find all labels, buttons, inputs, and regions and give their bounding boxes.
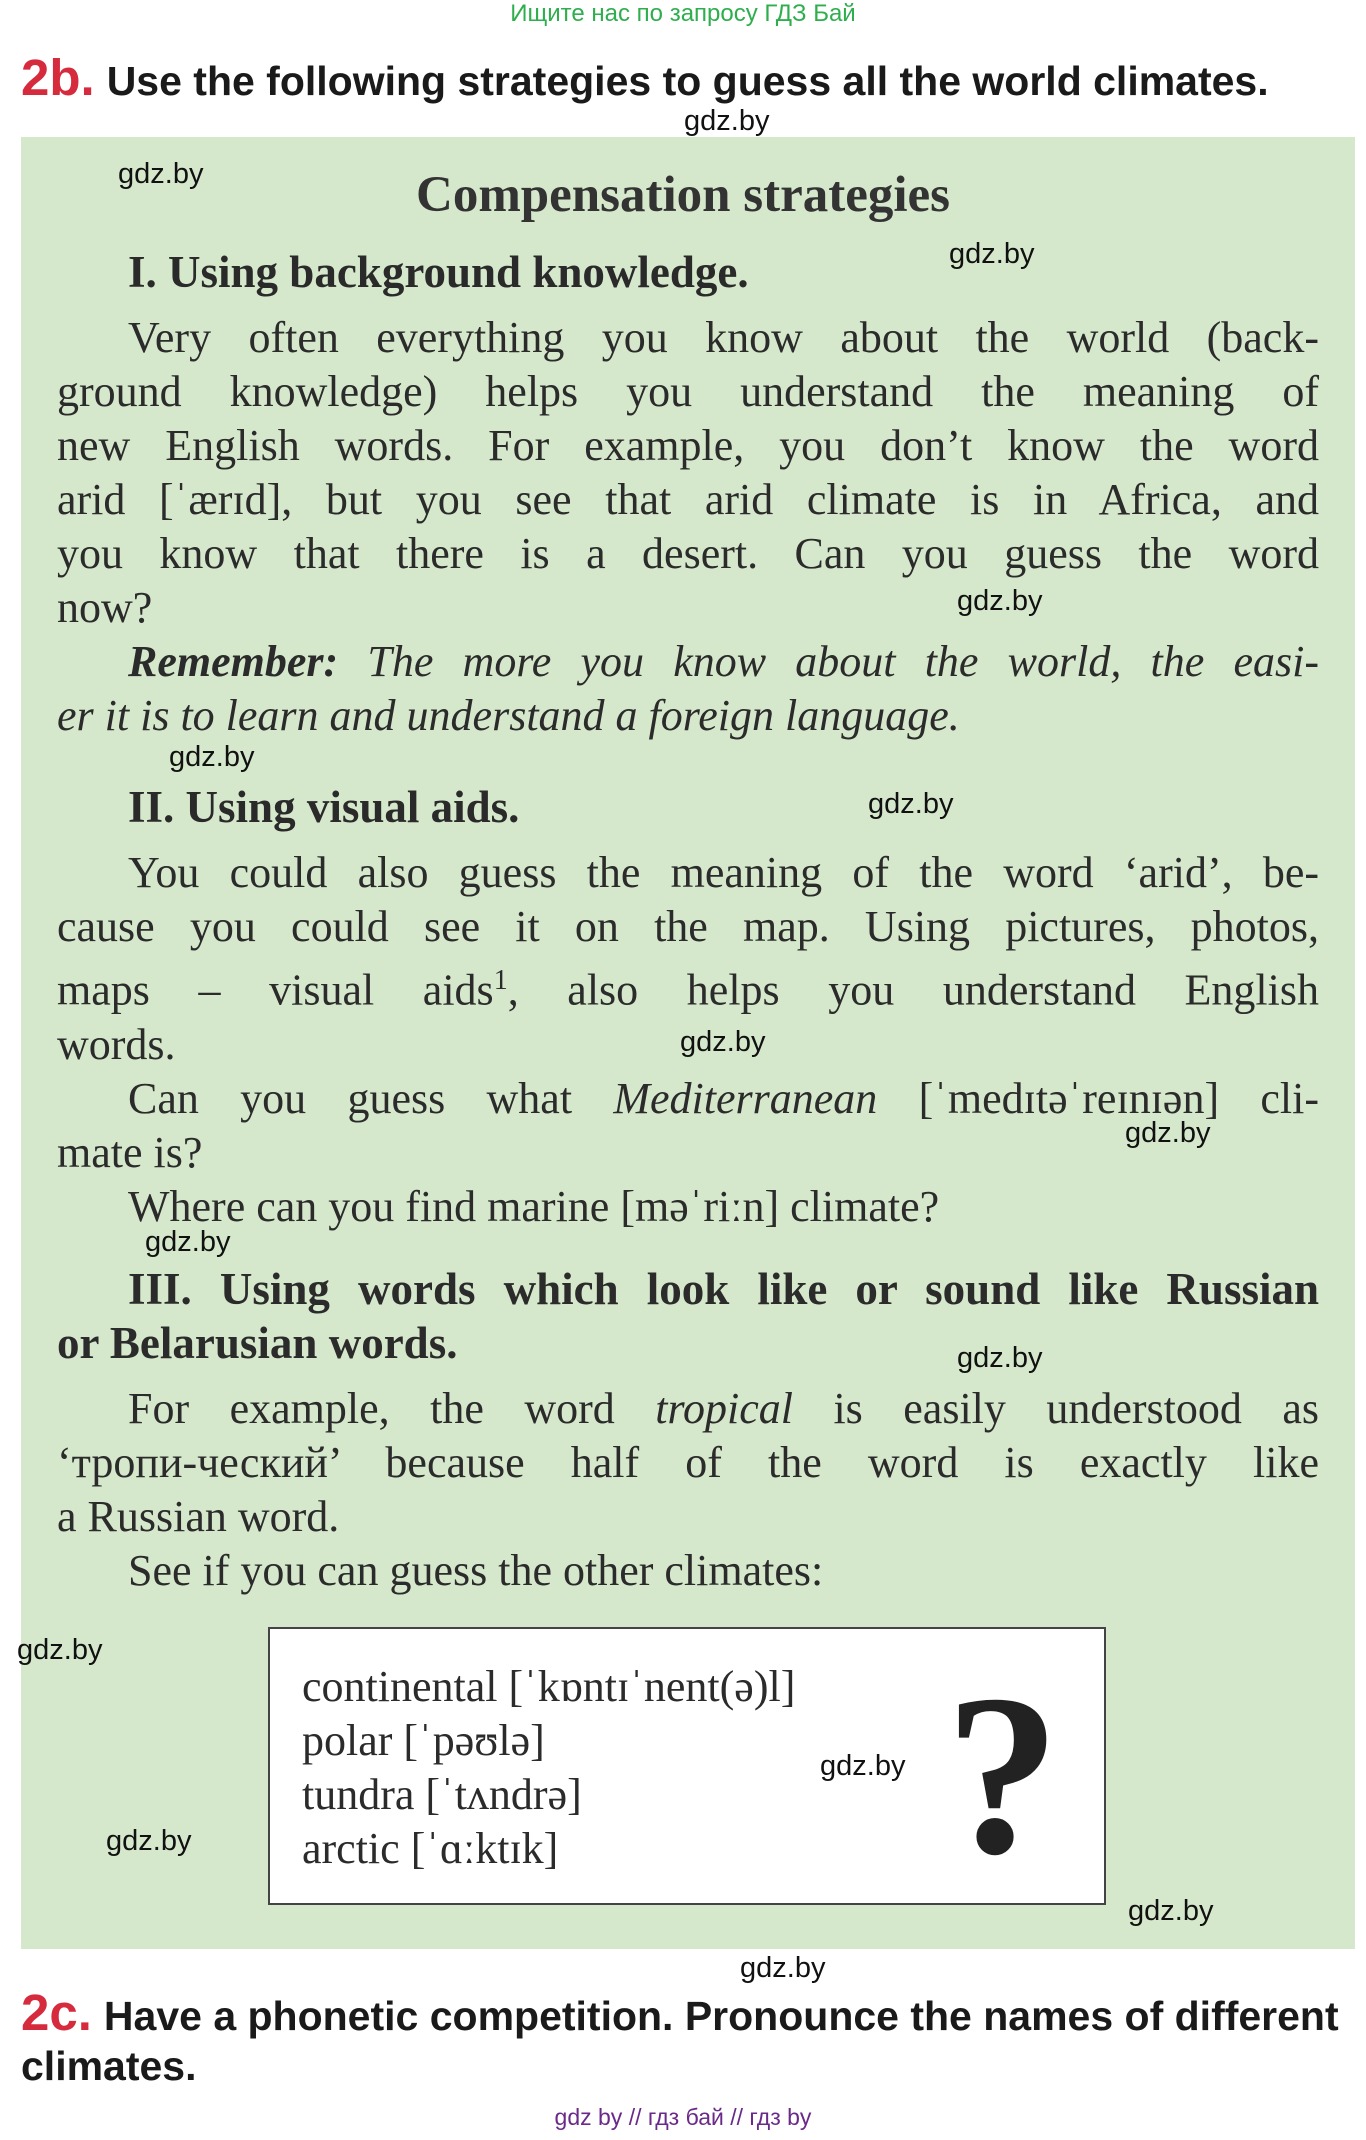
section-2-heading: II. Using visual aids. [128, 782, 520, 832]
q1-rest: [ˈmedɪtəˈreɪnɪən] cli- [918, 1073, 1320, 1123]
word-item: arctic [ˈɑːktɪk] [302, 1824, 559, 1873]
watermark: gdz.by [820, 1750, 906, 1782]
watermark: gdz.by [145, 1226, 231, 1258]
section-3-heading-line-1: III. Using words which look like or sound like Russian [128, 1264, 1319, 1314]
section-1-line: Very often everything you know about the world (back- [128, 313, 1319, 362]
question-mark-icon: ? [945, 1647, 1060, 1902]
section-3-line-1 [57, 1382, 1319, 1436]
section-1-line: ground knowledge) helps you understand the meaning of [57, 367, 1319, 416]
word-item: polar [ˈpəʊlə] [302, 1716, 545, 1765]
remember-text-1: The more you know about the world, the easi- [367, 637, 1319, 686]
watermark: gdz.by [949, 238, 1035, 270]
section-1-line: new English words. For example, you don’t know the word [57, 421, 1319, 470]
s3-line1-rest: is easily understood as [833, 1384, 1320, 1433]
question-1-line-2: mate is? [57, 1127, 203, 1177]
section-2-line: cause you could see it on the map. Using pictures, photos, [57, 902, 1319, 951]
q1-start: Can you guess what [128, 1073, 573, 1123]
watermark: gdz.by [106, 1825, 192, 1857]
task-2c [21, 1984, 1361, 2091]
section-3-line-4: See if you can guess the other climates: [128, 1546, 824, 1595]
watermark: gdz.by [118, 158, 204, 190]
word-item: continental [ˈkɒntɪˈnent(ə)l] [302, 1662, 796, 1711]
section-1-text [57, 311, 1319, 743]
section-1-line: arid [ˈærɪd], but you see that arid climate is in Africa, and [57, 475, 1319, 524]
remember-label: Remember: [128, 637, 339, 686]
section-3-text [57, 1382, 1319, 1598]
task-2c-number: 2c. [21, 1984, 92, 2041]
task-2b-text: Use the following strategies to guess all the world climates. [106, 58, 1269, 104]
section-3-heading-line-2: or Belarusian words. [57, 1318, 458, 1368]
watermark: gdz.by [680, 1026, 766, 1058]
box-title: Compensation strategies [415, 167, 951, 223]
watermark: gdz.by [1125, 1117, 1211, 1149]
task-2c-line-1 [21, 1984, 1361, 2041]
task-2b-number: 2b. [21, 49, 95, 106]
s3-line1-start: For example, the word [128, 1384, 615, 1433]
watermark: gdz.by [684, 105, 770, 137]
section-1-heading: I. Using background knowledge. [128, 247, 749, 297]
task-2c-line-2: climates. [21, 2043, 197, 2089]
task-2b [21, 48, 1361, 107]
watermark: gdz.by [169, 741, 255, 773]
section-1-line: you know that there is a desert. Can you guess the word [57, 529, 1319, 578]
word-item: tundra [ˈtʌndrə] [302, 1770, 582, 1819]
footer: gdz by // гдз бай // гдз by [554, 2104, 812, 2130]
line3-rest: , also helps you understand English [507, 965, 1319, 1015]
section-2-line: words. [57, 1019, 176, 1069]
question-2: Where can you find marine [məˈriːn] climate? [128, 1181, 940, 1231]
remember-line [57, 635, 1319, 689]
watermark: gdz.by [957, 585, 1043, 617]
task-2c-text: Have a phonetic competition. Pronounce the names of different [103, 1993, 1339, 2039]
q1-term: Mediterranean [613, 1073, 878, 1123]
section-1-line: now? [57, 583, 153, 632]
section-3-heading [57, 1262, 1319, 1370]
s3-term: tropical [655, 1384, 793, 1433]
climates-word-list [302, 1660, 795, 1876]
watermark: gdz.by [17, 1634, 103, 1666]
visual-aids-text: maps – visual aids [57, 965, 494, 1015]
top-banner[interactable]: Ищите нас по запросу ГДЗ Бай [510, 0, 856, 27]
section-2-line [57, 954, 1319, 1018]
remember-text-2: er it is to learn and understand a foreign language. [57, 691, 960, 740]
watermark: gdz.by [1128, 1895, 1214, 1927]
section-3-line-3: a Russian word. [57, 1492, 340, 1541]
watermark: gdz.by [740, 1952, 826, 1984]
watermark: gdz.by [957, 1342, 1043, 1374]
section-3-line-2: ‘тропи-ческий’ because half of the word is exactly like [57, 1438, 1319, 1487]
section-2-line: You could also guess the meaning of the word ‘arid’, be- [128, 848, 1319, 897]
footnote-mark: 1 [493, 965, 508, 996]
watermark: gdz.by [868, 788, 954, 820]
